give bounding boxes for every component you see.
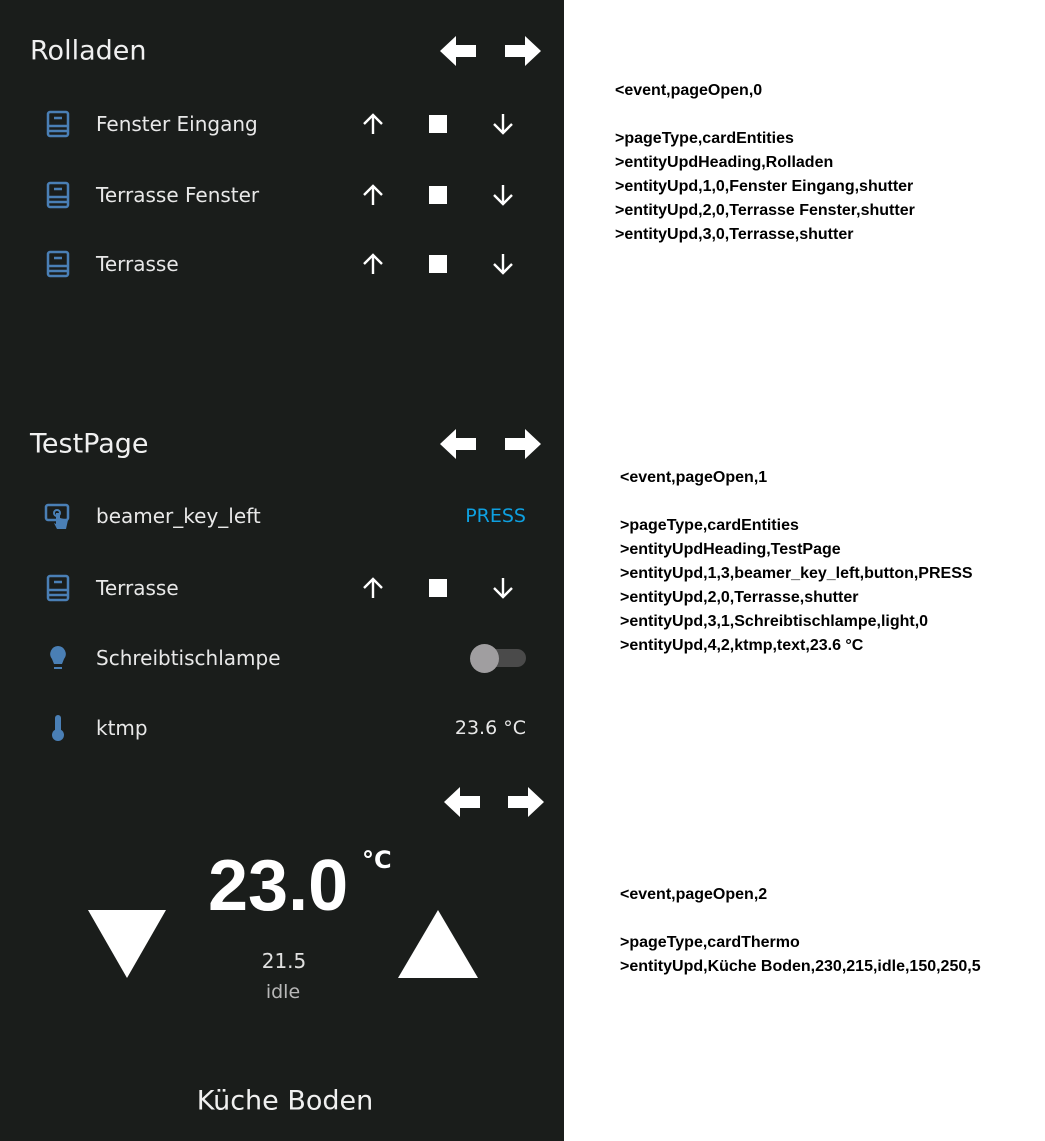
shutter-stop-button[interactable] [426,183,450,207]
shutter-stop-button[interactable] [426,252,450,276]
log-line: <event,pageOpen,2 [620,886,768,903]
shutter-down-button[interactable] [491,576,515,600]
entity-value: 23.6 °C [454,717,526,739]
shutter-stop-button[interactable] [426,112,450,136]
log-line: >entityUpd,2,0,Terrasse Fenster,shutter [615,202,915,219]
temperature-unit: °C [362,846,392,874]
hvac-state: idle [265,981,301,1003]
shutter-up-button[interactable] [361,112,385,136]
log-line: >entityUpd,3,0,Terrasse,shutter [615,226,854,243]
entity-label: Terrasse Fenster [96,183,260,207]
log-line: >pageType,cardEntities [620,517,799,534]
arrow-right-icon[interactable] [503,427,543,461]
arrow-left-icon[interactable] [438,34,478,68]
lightbulb-icon [44,644,72,672]
entity-label: Terrasse [96,252,179,276]
log-line [620,907,981,931]
page-heading: TestPage [30,428,149,460]
shutter-icon [44,574,72,602]
shutter-icon [44,181,72,209]
arrow-left-icon[interactable] [442,785,482,819]
arrow-right-icon[interactable] [503,34,543,68]
log-line: >entityUpd,1,0,Fenster Eingang,shutter [615,178,914,195]
log-line: <event,pageOpen,0 [615,82,763,99]
arrow-left-icon[interactable] [438,427,478,461]
log-block-page0 [615,79,915,247]
arrow-right-icon[interactable] [506,785,546,819]
shutter-icon [44,250,72,278]
log-block-page2 [620,883,981,979]
log-line: >entityUpd,4,2,ktmp,text,23.6 °C [620,637,864,654]
current-temperature: 21.5 [261,949,307,973]
shutter-stop-button[interactable] [426,576,450,600]
log-line [615,103,915,127]
log-line: >entityUpd,1,3,beamer_key_left,button,PRESS [620,565,973,582]
entity-label: Schreibtischlampe [96,646,281,670]
touch-button-icon [44,502,72,530]
log-line [620,490,973,514]
shutter-icon [44,110,72,138]
log-block-page1 [620,466,973,658]
entity-label: Terrasse [96,576,179,600]
thermometer-icon [44,714,72,742]
press-button[interactable]: PRESS [465,505,526,527]
log-line: >pageType,cardEntities [615,130,794,147]
setpoint-temperature: 23.0 [208,846,349,926]
log-line: >entityUpd,Küche Boden,230,215,idle,150,250,5 [620,958,981,975]
shutter-up-button[interactable] [361,252,385,276]
temperature-up-button[interactable] [398,910,478,978]
temperature-down-button[interactable] [88,910,166,978]
log-line: >pageType,cardThermo [620,934,800,951]
shutter-down-button[interactable] [491,183,515,207]
log-line: >entityUpd,3,1,Schreibtischlampe,light,0 [620,613,929,630]
shutter-up-button[interactable] [361,183,385,207]
page-heading: Rolladen [30,35,147,67]
shutter-down-button[interactable] [491,252,515,276]
log-line: >entityUpdHeading,TestPage [620,541,841,558]
log-line: <event,pageOpen,1 [620,469,768,486]
shutter-down-button[interactable] [491,112,515,136]
thermostat-name: Küche Boden [196,1085,374,1117]
log-line: >entityUpdHeading,Rolladen [615,154,834,171]
entity-label: ktmp [96,716,148,740]
log-line: >entityUpd,2,0,Terrasse,shutter [620,589,859,606]
entity-label: Fenster Eingang [96,112,258,136]
light-toggle[interactable] [470,646,526,670]
shutter-up-button[interactable] [361,576,385,600]
entity-label: beamer_key_left [96,504,261,528]
